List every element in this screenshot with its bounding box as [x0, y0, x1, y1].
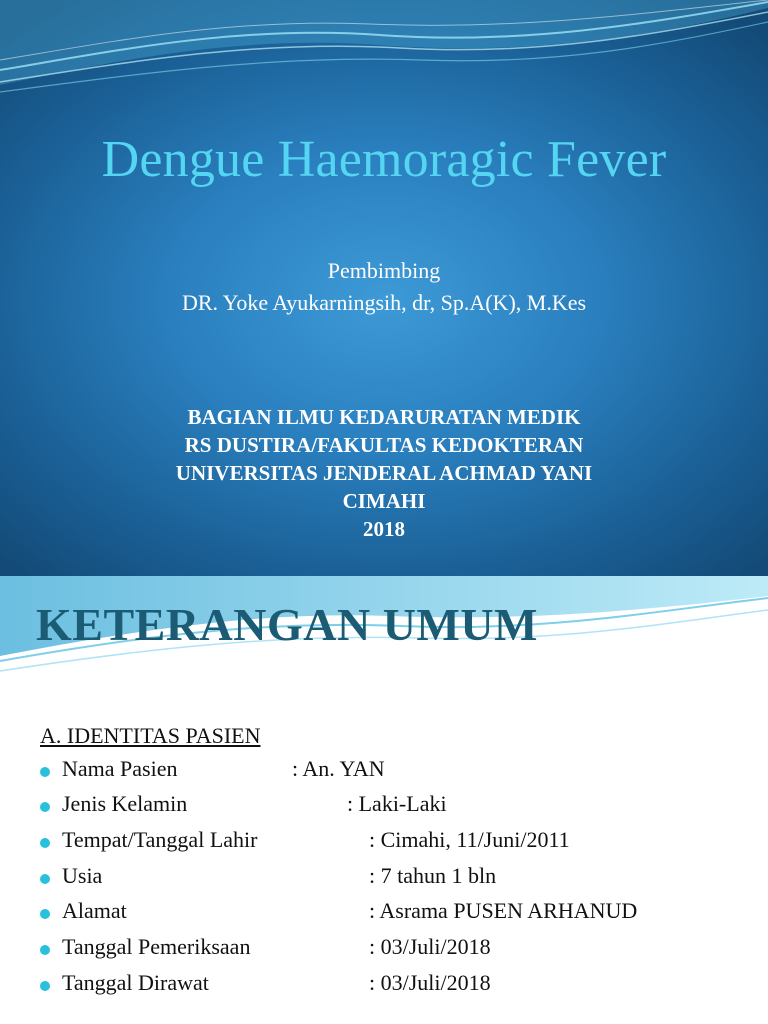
institution-line: CIMAHI — [342, 489, 426, 513]
slide-title: Dengue Haemoragic Fever — [101, 131, 667, 188]
item-value: : An. YAN — [292, 756, 385, 781]
institution-line: BAGIAN ILMU KEDARURATAN MEDIK — [187, 405, 581, 429]
list-item — [40, 827, 760, 861]
list-item — [40, 970, 760, 1004]
item-label: Tanggal Pemeriksaan — [62, 934, 251, 959]
section-heading: A. IDENTITAS PASIEN — [40, 723, 261, 748]
item-label: Jenis Kelamin — [62, 791, 188, 816]
item-label: Usia — [62, 863, 103, 888]
institution-block — [0, 403, 768, 543]
item-label: Tanggal Dirawat — [62, 970, 209, 995]
bullet-icon — [40, 838, 50, 848]
bullet-icon — [40, 981, 50, 991]
bullet-icon — [40, 909, 50, 919]
item-value: : Laki-Laki — [347, 791, 447, 816]
institution-line: UNIVERSITAS JENDERAL ACHMAD YANI — [175, 461, 593, 485]
list-item — [40, 898, 760, 932]
list-item — [40, 934, 760, 968]
item-value: : 03/Juli/2018 — [369, 934, 491, 959]
supervisor-name: DR. Yoke Ayukarningsih, dr, Sp.A(K), M.Kes — [181, 290, 587, 315]
content-slide — [0, 576, 768, 1024]
item-label: Alamat — [62, 898, 127, 923]
bullet-icon — [40, 802, 50, 812]
list-item — [40, 791, 760, 825]
item-value: : 03/Juli/2018 — [369, 970, 491, 995]
list-item — [40, 756, 760, 790]
item-label: Tempat/Tanggal Lahir — [62, 827, 258, 852]
wave-decoration — [0, 0, 768, 110]
institution-line: 2018 — [363, 517, 405, 541]
bullet-icon — [40, 874, 50, 884]
item-value: : Cimahi, 11/Juni/2011 — [369, 827, 570, 852]
bullet-icon — [40, 945, 50, 955]
item-value: : 7 tahun 1 bln — [369, 863, 497, 888]
item-label: Nama Pasien — [62, 756, 178, 781]
list-item — [40, 863, 760, 897]
slide-title: KETERANGAN UMUM — [36, 599, 538, 650]
bullet-icon — [40, 767, 50, 777]
item-value: : Asrama PUSEN ARHANUD — [369, 898, 638, 923]
institution-line: RS DUSTIRA/FAKULTAS KEDOKTERAN — [184, 433, 584, 457]
supervisor-label: Pembimbing — [327, 258, 441, 283]
